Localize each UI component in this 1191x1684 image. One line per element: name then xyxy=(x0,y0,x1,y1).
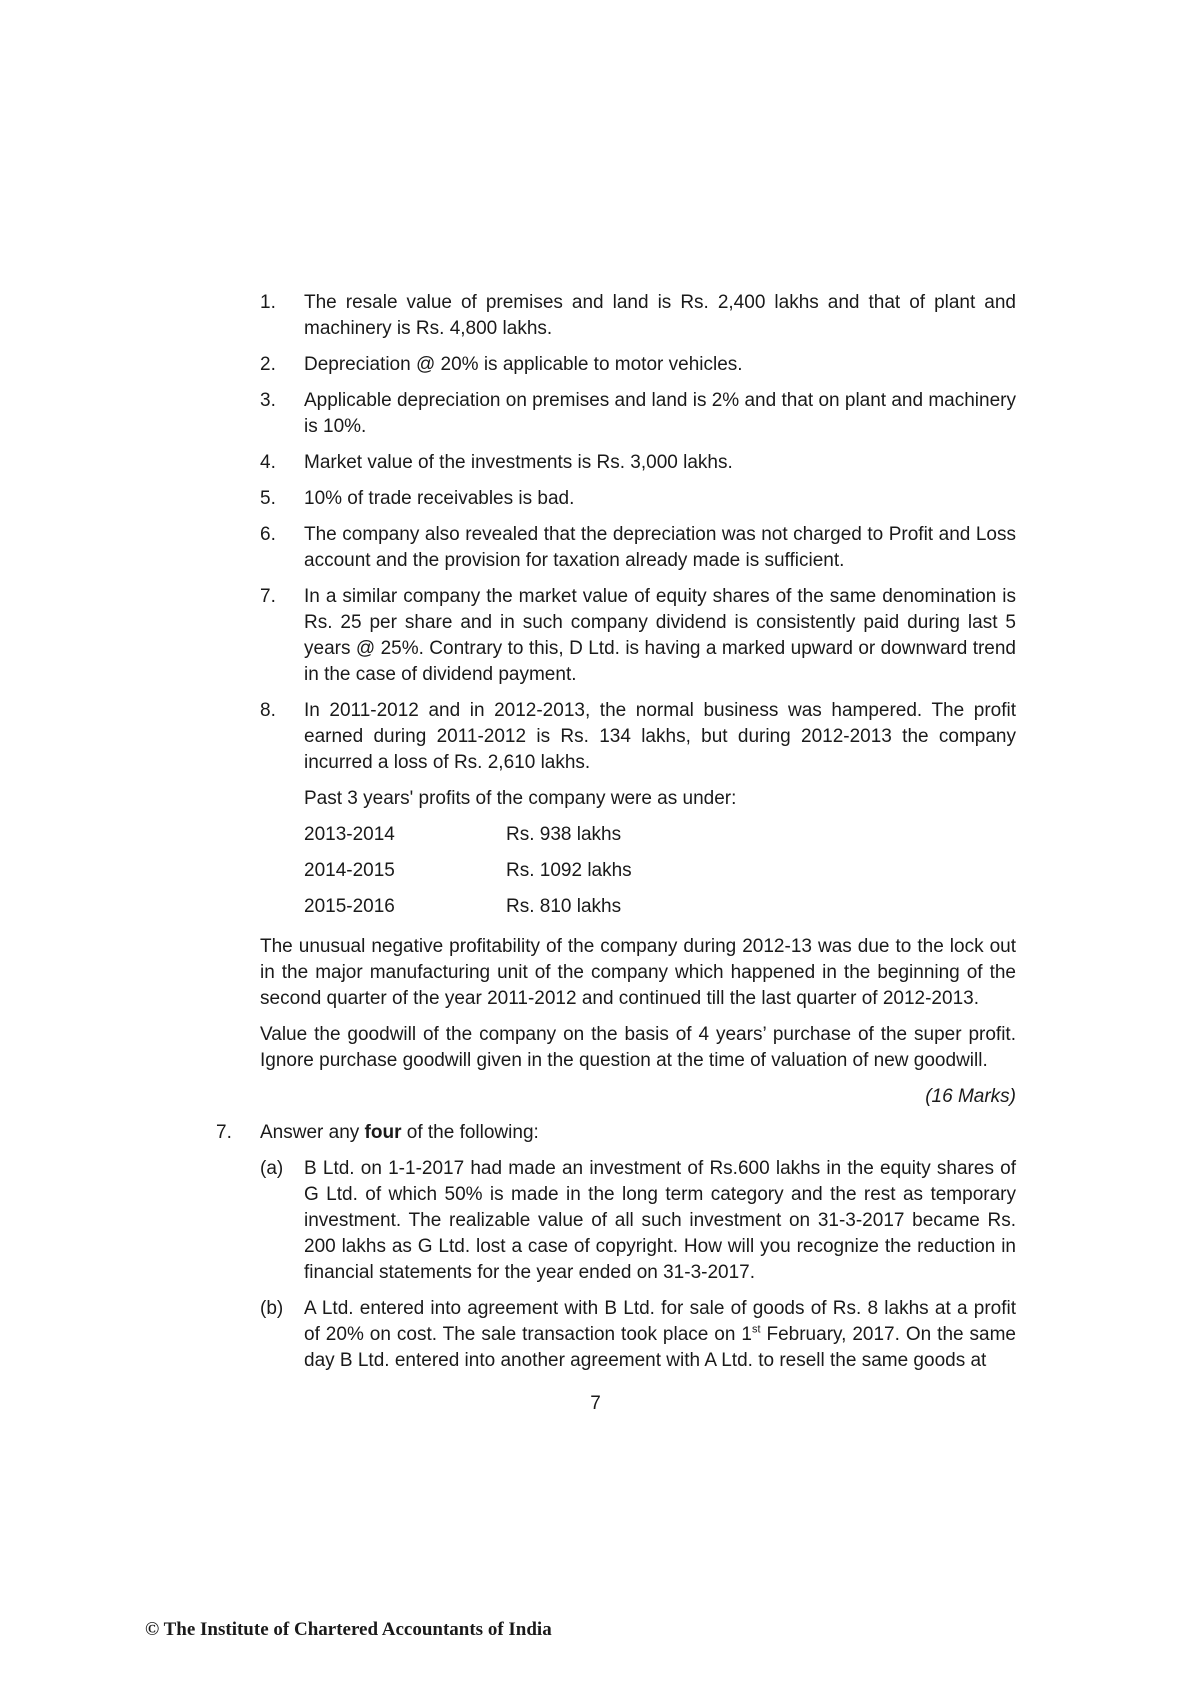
list-item-number: 7. xyxy=(260,586,276,607)
footer-copyright: © The Institute of Chartered Accountants of India xyxy=(145,1619,552,1640)
past-profits-intro: Past 3 years' profits of the company were as under: xyxy=(304,788,737,809)
question-7 xyxy=(216,1120,1016,1146)
list-item xyxy=(260,486,1016,512)
profit-year: 2015-2016 xyxy=(304,896,395,917)
sub-question-label: (a) xyxy=(260,1158,284,1179)
sub-question-text: A Ltd. entered into agreement with B Ltd. for sale of goods of Rs. 8 lakhs at a profit of 20% on cost. The sale transaction took place on 1 xyxy=(304,1298,1016,1345)
list-item-number: 2. xyxy=(260,354,276,375)
goodwill-paragraph: Value the goodwill of the company on the basis of 4 years’ purchase of the super profit. Ignore purchase goodwill given in the question at the time of valuation of new goodwill. xyxy=(260,1024,1016,1071)
sub-question-label: (b) xyxy=(260,1298,284,1319)
list-item xyxy=(260,698,1016,776)
list-item xyxy=(260,290,1016,342)
list-item-text: Market value of the investments is Rs. 3,000 lakhs. xyxy=(304,452,733,473)
page-content xyxy=(216,290,1016,1384)
lockout-paragraph: The unusual negative profitability of the company during 2012-13 was due to the lock out in the major manufacturing unit of the company which happened in the beginning of the second quarter of the year 2011-2012 and continued till the last quarter of 2012-2013. xyxy=(260,936,1016,1009)
sub-question-text: B Ltd. on 1-1-2017 had made an investment of Rs.600 lakhs in the equity shares of G Ltd. of which 50% is made in the long term category and the rest as temporary investment. The realizable value of all such investment on 31-3-2017 became Rs. 200 lakhs as G Ltd. lost a case of copyright. How will you recognize the reduction in financial statements for the year ended on 31-3-2017. xyxy=(304,1158,1016,1283)
sub-question-b xyxy=(260,1296,1016,1374)
table-row xyxy=(304,822,1016,858)
list-item-text: The resale value of premises and land is Rs. 2,400 lakhs and that of plant and machinery is Rs. 4,800 lakhs. xyxy=(304,292,1016,339)
list-item-number: 3. xyxy=(260,390,276,411)
table-row xyxy=(304,858,1016,894)
list-item-text: 10% of trade receivables is bad. xyxy=(304,488,575,509)
list-item xyxy=(260,522,1016,574)
past-profits-table xyxy=(260,822,1016,930)
list-item xyxy=(260,584,1016,688)
profit-amount: Rs. 938 lakhs xyxy=(506,824,622,845)
list-item-text: In a similar company the market value of equity shares of the same denomination is Rs. 25 per share and in such company dividend is consistently paid during last 5 years @ 25%. Contrary to this, D Ltd. is having a marked upward or downward trend in the case of dividend payment. xyxy=(304,586,1016,685)
question-bold-word: four xyxy=(364,1122,402,1143)
profit-amount: Rs. 1092 lakhs xyxy=(506,860,632,881)
list-item-text: The company also revealed that the depreciation was not charged to Profit and Loss account and the provision for taxation already made is sufficient. xyxy=(304,524,1016,571)
ordinal-suffix: st xyxy=(751,1323,761,1336)
profit-amount: Rs. 810 lakhs xyxy=(506,896,622,917)
list-item-text: In 2011-2012 and in 2012-2013, the normal business was hampered. The profit earned during 2011-2012 is Rs. 134 lakhs, but during 2012-2013 the company incurred a loss of Rs. 2,610 lakhs. xyxy=(304,700,1016,773)
list-item-number: 5. xyxy=(260,488,276,509)
question-suffix: of the following: xyxy=(401,1122,539,1143)
sub-question-text-cont: February, 2017. On the same day B Ltd. entered into another agreement with A Ltd. to resell the same goods at xyxy=(304,1324,1016,1371)
question-prefix: Answer any xyxy=(260,1122,365,1143)
profit-year: 2013-2014 xyxy=(304,824,395,845)
list-item-number: 1. xyxy=(260,292,276,313)
sub-question-a xyxy=(260,1156,1016,1286)
list-item-number: 8. xyxy=(260,700,276,721)
list-item-text: Applicable depreciation on premises and land is 2% and that on plant and machinery is 10%. xyxy=(304,390,1016,437)
profit-year: 2014-2015 xyxy=(304,860,395,881)
list-item-number: 4. xyxy=(260,452,276,473)
marks-label: (16 Marks) xyxy=(925,1086,1016,1107)
list-item xyxy=(260,388,1016,440)
table-row xyxy=(304,894,1016,930)
question-number: 7. xyxy=(216,1122,232,1143)
page-number: 7 xyxy=(590,1393,601,1414)
list-item xyxy=(260,352,1016,378)
list-item-text: Depreciation @ 20% is applicable to motor vehicles. xyxy=(304,354,743,375)
list-item xyxy=(260,450,1016,476)
list-item-number: 6. xyxy=(260,524,276,545)
